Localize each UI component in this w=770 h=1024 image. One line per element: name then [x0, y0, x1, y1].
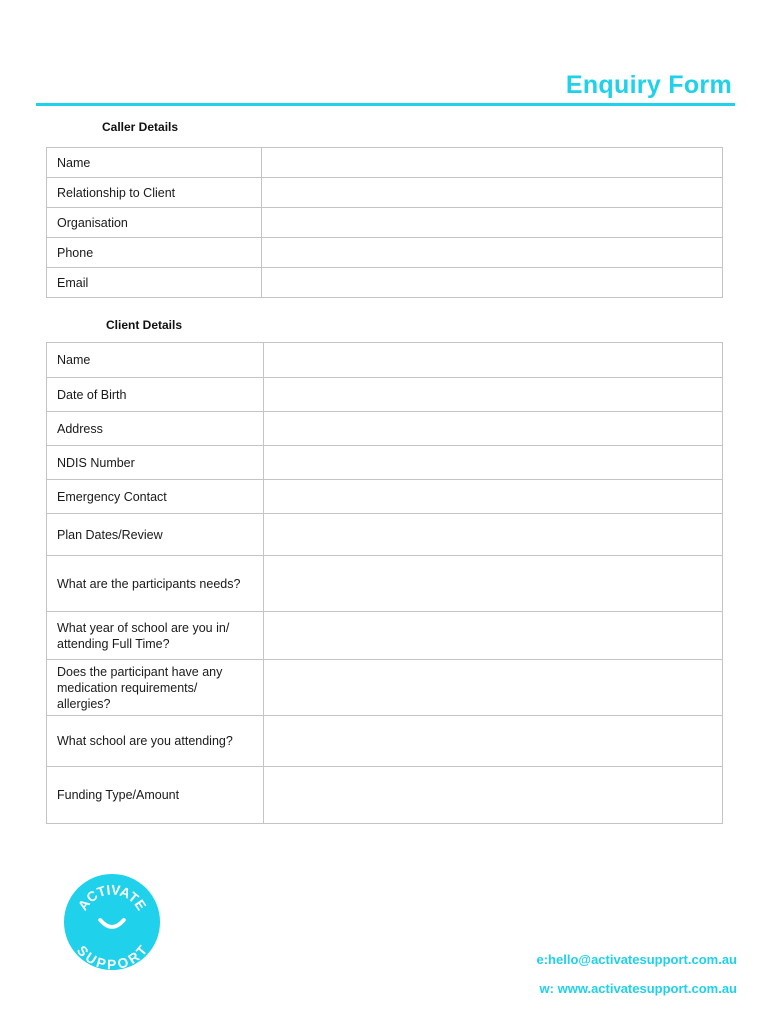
client-label-address: Address: [47, 412, 264, 446]
client-label-medication: Does the participant have any medication requirements/ allergies?: [47, 660, 264, 716]
client-label-ndis: NDIS Number: [47, 446, 264, 480]
client-label-name: Name: [47, 343, 264, 378]
client-row-plan-dates: [47, 514, 723, 556]
client-field-school-year[interactable]: [263, 612, 722, 660]
footer-website[interactable]: w: www.activatesupport.com.au: [539, 981, 737, 996]
client-field-ndis[interactable]: [263, 446, 722, 480]
caller-label-name: Name: [47, 148, 262, 178]
client-field-name[interactable]: [263, 343, 722, 378]
client-field-medication[interactable]: [263, 660, 722, 716]
caller-label-phone: Phone: [47, 238, 262, 268]
client-details-heading: Client Details: [106, 318, 183, 332]
caller-row-relationship: [47, 178, 723, 208]
client-row-ndis: [47, 446, 723, 480]
caller-label-organisation: Organisation: [47, 208, 262, 238]
client-label-school: What school are you attending?: [47, 716, 264, 767]
caller-label-email: Email: [47, 268, 262, 298]
client-field-address[interactable]: [263, 412, 722, 446]
caller-label-relationship: Relationship to Client: [47, 178, 262, 208]
client-label-funding: Funding Type/Amount: [47, 767, 264, 824]
client-row-needs: [47, 556, 723, 612]
client-field-funding[interactable]: [263, 767, 722, 824]
logo-top-textpath: ACTIVATE: [75, 882, 149, 914]
client-row-dob: [47, 378, 723, 412]
caller-row-phone: [47, 238, 723, 268]
page-title: Enquiry Form: [565, 71, 732, 99]
client-label-emergency-contact: Emergency Contact: [47, 480, 264, 514]
caller-field-email[interactable]: [261, 268, 722, 298]
caller-details-heading: Caller Details: [102, 120, 179, 134]
caller-row-name: [47, 148, 723, 178]
client-row-school: [47, 716, 723, 767]
client-label-school-year: What year of school are you in/ attending Full Time?: [47, 612, 264, 660]
client-label-dob: Date of Birth: [47, 378, 264, 412]
caller-field-phone[interactable]: [261, 238, 722, 268]
client-row-name: [47, 343, 723, 378]
client-details-table: [46, 342, 723, 824]
caller-row-email: [47, 268, 723, 298]
activate-support-logo: [63, 873, 161, 971]
client-label-plan-dates: Plan Dates/Review: [47, 514, 264, 556]
logo-bottom-textpath: SUPPORT: [74, 942, 150, 971]
client-row-medication: [47, 660, 723, 716]
client-field-needs[interactable]: [263, 556, 722, 612]
caller-field-relationship[interactable]: [261, 178, 722, 208]
client-field-emergency-contact[interactable]: [263, 480, 722, 514]
client-field-plan-dates[interactable]: [263, 514, 722, 556]
client-row-address: [47, 412, 723, 446]
client-field-school[interactable]: [263, 716, 722, 767]
caller-field-organisation[interactable]: [261, 208, 722, 238]
client-row-school-year: [47, 612, 723, 660]
client-row-emergency-contact: [47, 480, 723, 514]
client-field-dob[interactable]: [263, 378, 722, 412]
title-divider: [36, 103, 735, 106]
client-row-funding: [47, 767, 723, 824]
caller-field-name[interactable]: [261, 148, 722, 178]
client-label-needs: What are the participants needs?: [47, 556, 264, 612]
caller-details-table: [46, 147, 723, 298]
footer-email[interactable]: e:hello@activatesupport.com.au: [536, 952, 737, 967]
caller-row-organisation: [47, 208, 723, 238]
